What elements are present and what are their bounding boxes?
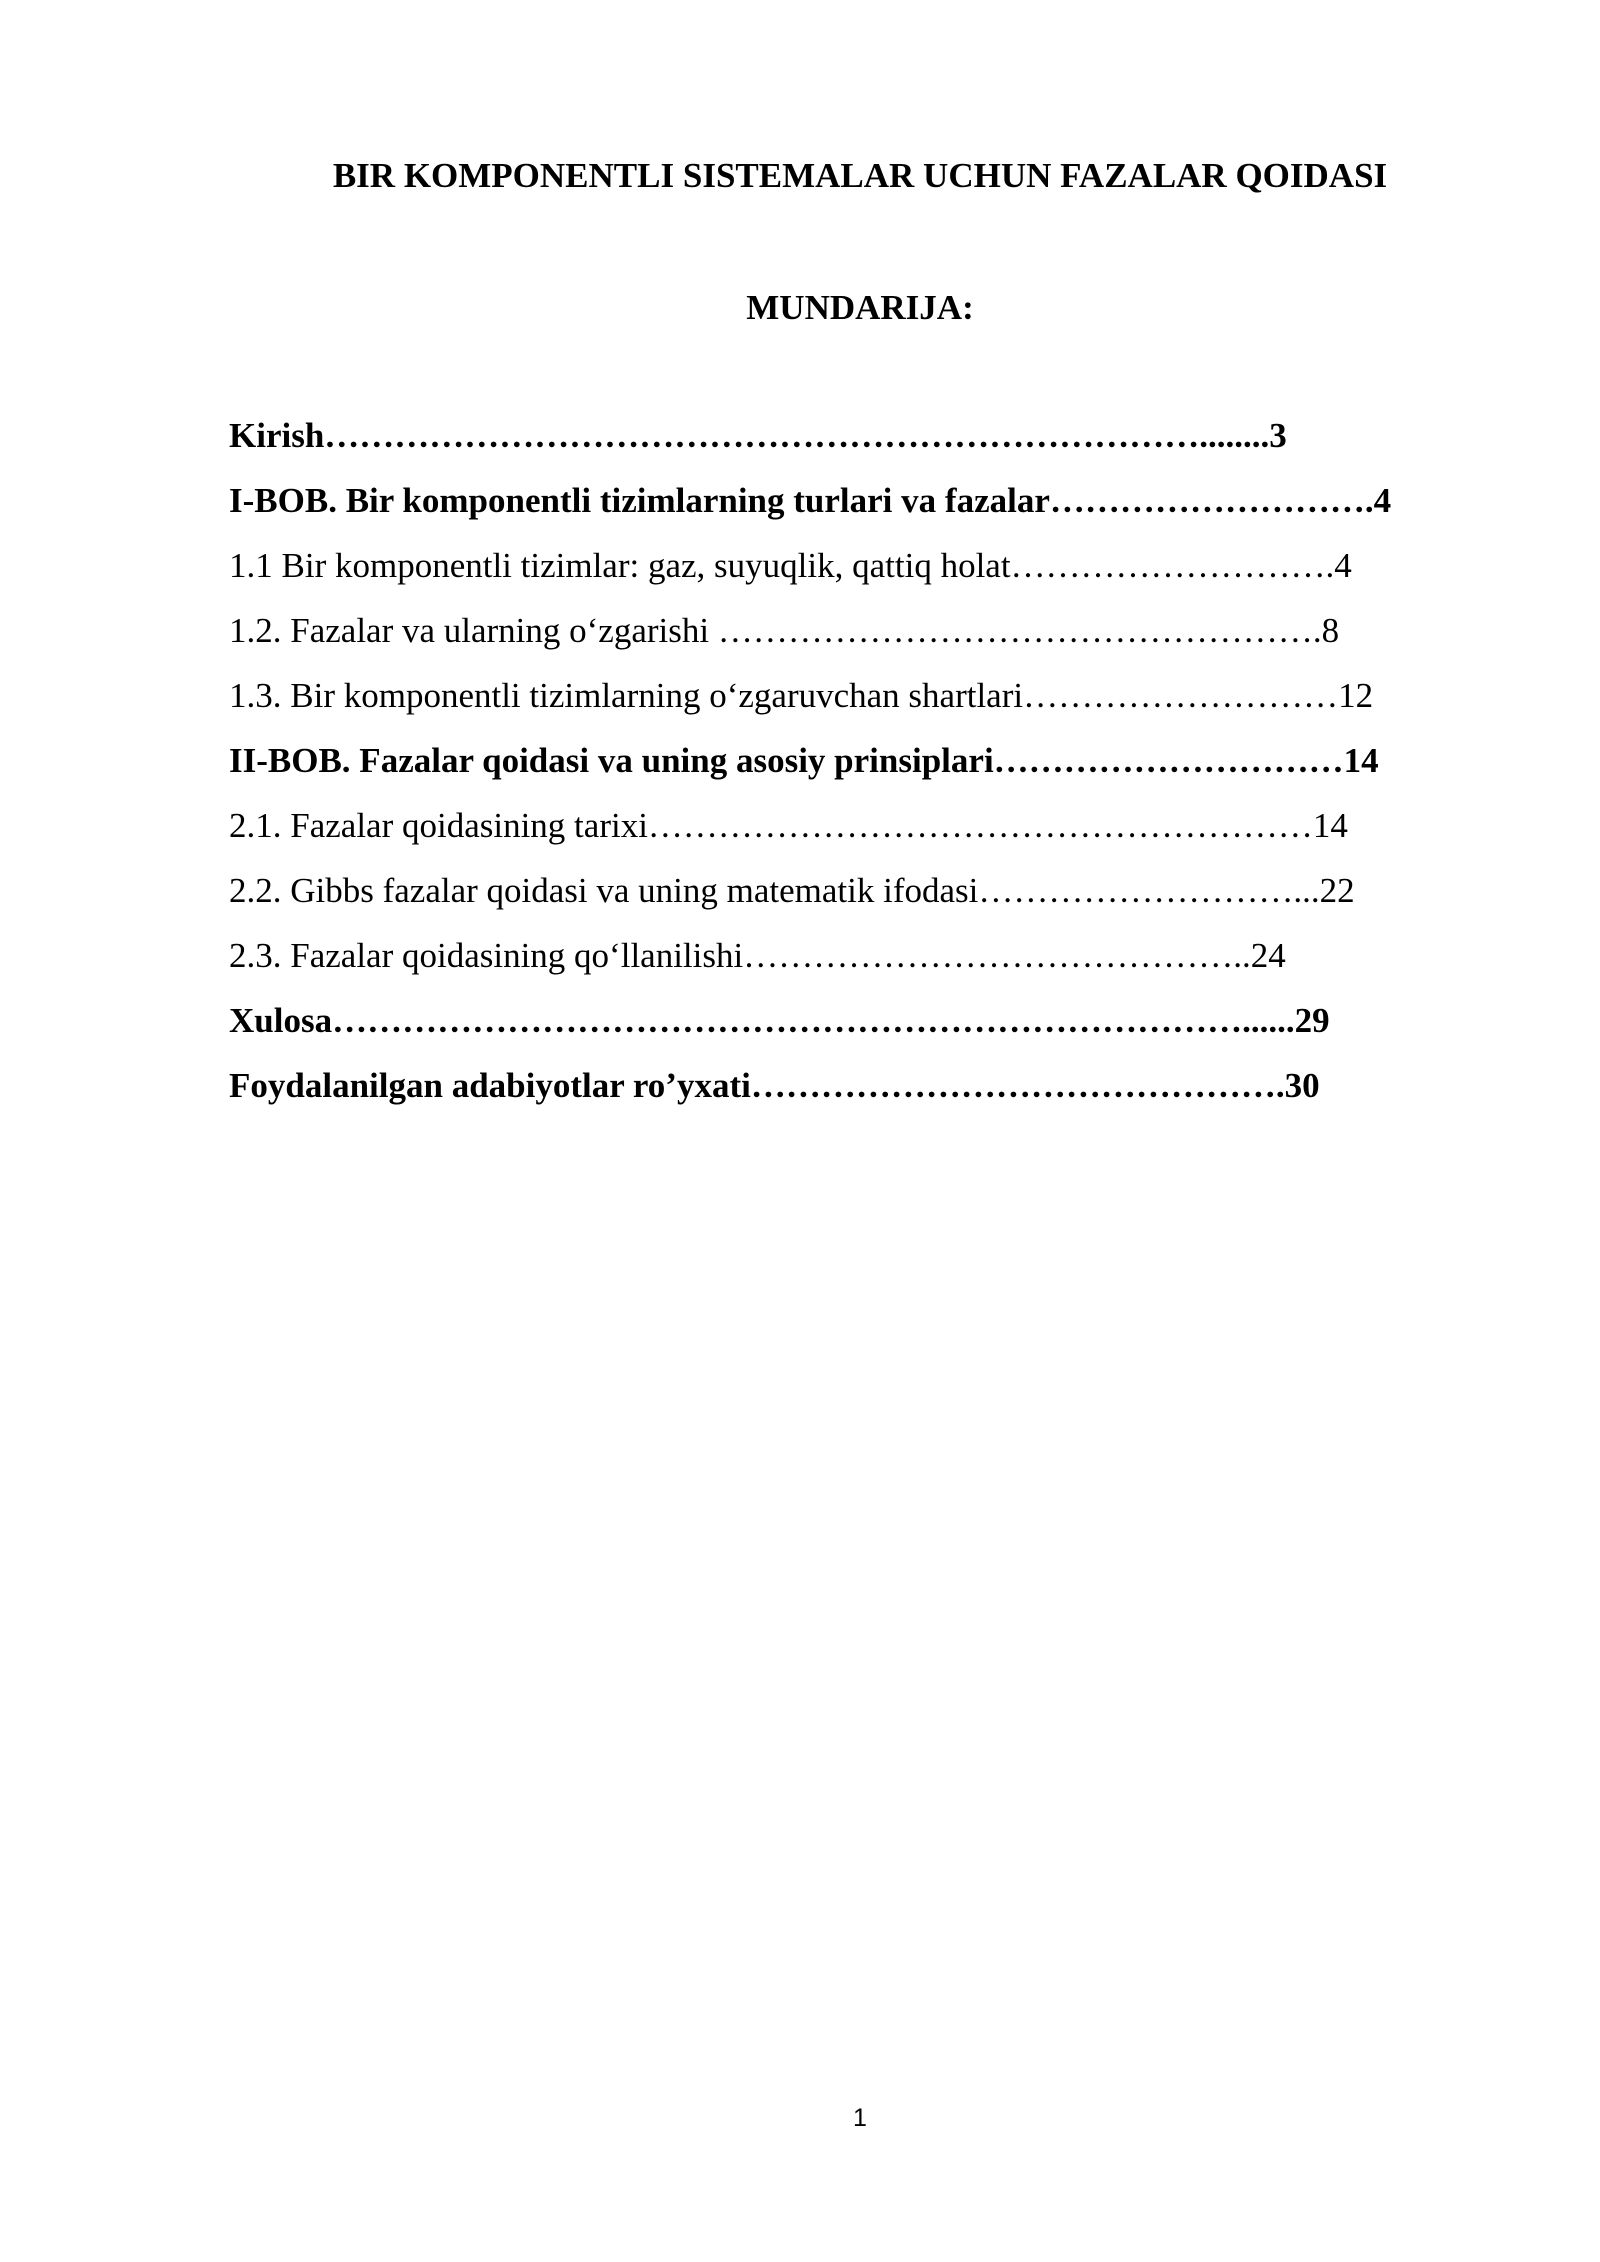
toc-entry: 1.2. Fazalar va ularning oʻzgarishi …………………………………………….8	[229, 611, 1340, 650]
table-of-contents	[229, 410, 1391, 1125]
document-title: BIR KOMPONENTLI SISTEMALAR UCHUN FAZALAR QOIDASI	[332, 156, 1388, 195]
toc-entry: 2.3. Fazalar qoidasining qoʻllanilishi……………………………………..24	[229, 936, 1286, 975]
toc-entry: Foydalanilgan adabiyotlar roʼyxati……………………………………….30	[229, 1066, 1320, 1105]
toc-entry: 2.2. Gibbs fazalar qoidasi va uning matematik ifodasi………………………...22	[229, 871, 1355, 910]
toc-entry: 1.1 Bir komponentli tizimlar: gaz, suyuqlik, qattiq holat……………………….4	[229, 546, 1352, 585]
toc-heading: MUNDARIJA:	[746, 288, 974, 327]
toc-entry: 2.1. Fazalar qoidasining tarixi…………………………………………………14	[229, 806, 1348, 845]
toc-entry: I-BOB. Bir komponentli tizimlarning turlari va fazalar……………………….4	[229, 481, 1392, 520]
toc-entry: II-BOB. Fazalar qoidasi va uning asosiy prinsiplari…………………………14	[229, 741, 1379, 780]
toc-entry: Kirish…………………………………………………………………........3	[229, 416, 1287, 455]
page-number: 1	[853, 2104, 867, 2132]
toc-entry: 1.3. Bir komponentli tizimlarning oʻzgaruvchan shartlari………………………12	[229, 676, 1374, 715]
toc-entry: Xulosa……………………………………………………………………......29	[229, 1001, 1330, 1040]
